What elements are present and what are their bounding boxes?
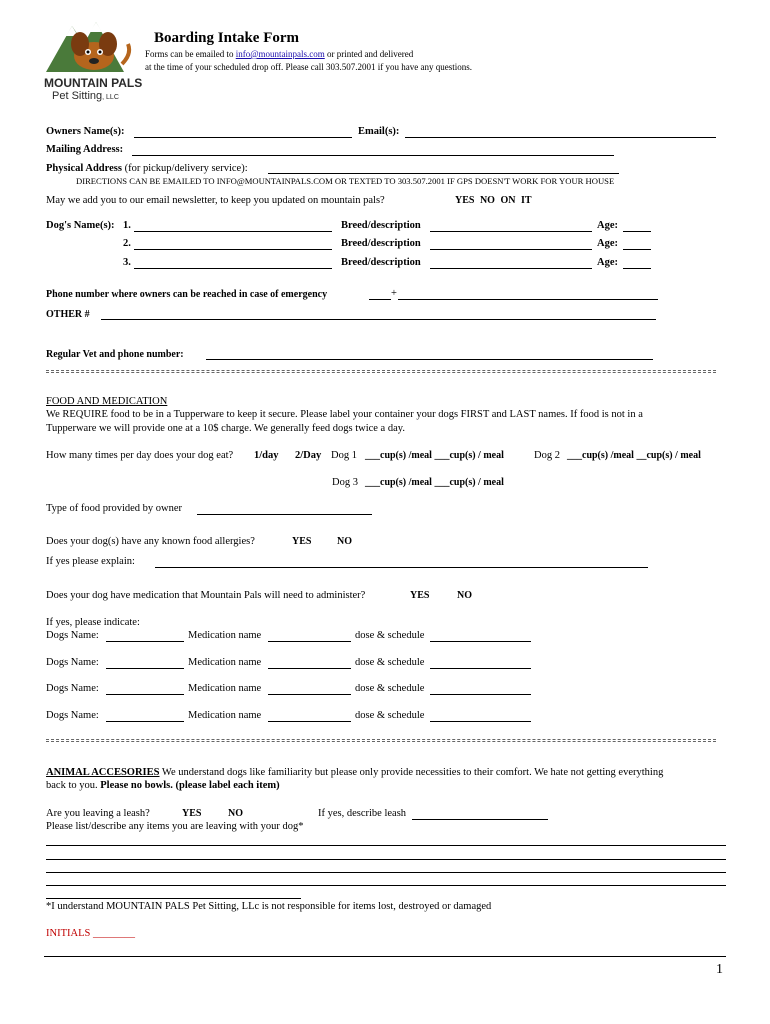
logo-line-2: Pet Sitting, LLC (52, 90, 119, 102)
leash-describe-field[interactable] (412, 819, 548, 820)
allergy-no[interactable]: NO (337, 536, 352, 547)
leash-question: Are you leaving a leash? (46, 808, 150, 819)
form-title: Boarding Intake Form (154, 30, 300, 46)
med-row-3-dog-label: Dogs Name: (46, 683, 99, 694)
food-type-field[interactable] (197, 514, 372, 515)
food-heading: FOOD AND MEDICATION (46, 396, 168, 407)
med-row-4-dose-label: dose & schedule (355, 710, 425, 721)
option-2-day[interactable]: 2/Day (295, 450, 322, 461)
accessories-paragraph-1: ANIMAL ACCESORIES We understand dogs like familiarity but please only provide necessities to their comfort. We hate not getting everything (46, 767, 664, 778)
dog-1-cups-field[interactable]: ___cup(s) /meal ___cup(s) / meal (365, 450, 504, 461)
med-row-2-dose-field[interactable] (430, 668, 531, 669)
mailing-address-label: Mailing Address: (46, 144, 124, 155)
medication-no[interactable]: NO (457, 590, 472, 601)
disclaimer-text: *I understand MOUNTAIN PALS Pet Sitting, LLc is not responsible for items lost, destroyed or damaged (46, 901, 492, 912)
emergency-phone-field-2[interactable] (398, 299, 658, 300)
vet-label: Regular Vet and phone number: (46, 349, 184, 360)
dog-3-cups-field[interactable]: ___cup(s) /meal ___cup(s) / meal (365, 477, 504, 488)
phone-plus: + (391, 288, 397, 299)
med-row-3-med-field[interactable] (268, 694, 351, 695)
med-row-2-med-field[interactable] (268, 668, 351, 669)
dog-1-age-label: Age: (597, 220, 618, 231)
dog-1-breed-field[interactable] (430, 231, 592, 232)
owners-name-label: Owners Name(s): (46, 126, 125, 137)
dog-mountain-logo-icon (44, 14, 139, 76)
dog-2-number: 2. (123, 238, 131, 249)
med-row-2-med-label: Medication name (188, 657, 262, 668)
dog-2-breed-label: Breed/description (341, 238, 421, 249)
other-phone-label: OTHER # (46, 309, 90, 320)
med-row-4-med-field[interactable] (268, 721, 351, 722)
dog-names-label: Dog's Name(s): (46, 220, 115, 231)
dog-2-age-field[interactable] (623, 249, 651, 250)
accessories-paragraph-2: back to you. Please no bowls. (please label each item) (46, 780, 280, 791)
emergency-phone-field-1[interactable] (369, 299, 391, 300)
med-row-2-dog-label: Dogs Name: (46, 657, 99, 668)
leash-no[interactable]: NO (228, 808, 243, 819)
med-row-2-dose-label: dose & schedule (355, 657, 425, 668)
vet-field[interactable] (206, 359, 653, 360)
items-line-1[interactable] (46, 845, 726, 846)
med-row-1-dose-label: dose & schedule (355, 630, 425, 641)
dog-1-age-field[interactable] (623, 231, 651, 232)
food-paragraph-1: We REQUIRE food to be in a Tupperware to keep it secure. Please label your container your dogs FIRST and LAST names. If food is not in a (46, 409, 643, 420)
accessories-heading: ANIMAL ACCESORIES (46, 767, 160, 778)
other-phone-field[interactable] (101, 319, 656, 320)
email-label: Email(s): (358, 126, 400, 137)
med-row-3-dose-label: dose & schedule (355, 683, 425, 694)
dog-3-breed-field[interactable] (430, 268, 592, 269)
allergy-explain-label: If yes please explain: (46, 556, 135, 567)
med-row-1-dose-field[interactable] (430, 641, 531, 642)
med-row-4-dog-field[interactable] (106, 721, 184, 722)
physical-address-field[interactable] (268, 173, 619, 174)
company-logo (44, 14, 143, 102)
dog-3-number: 3. (123, 257, 131, 268)
medication-indicate-label: If yes, please indicate: (46, 617, 140, 628)
newsletter-question: May we add you to our email newsletter, to keep you updated on mountain pals? (46, 195, 385, 206)
allergy-yes[interactable]: YES (292, 536, 312, 547)
logo-line-1: MOUNTAIN PALS (44, 76, 143, 90)
items-list-label: Please list/describe any items you are leaving with your dog* (46, 821, 304, 832)
med-row-3-dog-field[interactable] (106, 694, 184, 695)
physical-address-label: Physical Address (for pickup/delivery service): (46, 163, 248, 174)
medication-yes[interactable]: YES (410, 590, 430, 601)
intro-line-2: at the time of your scheduled drop off. Please call 303.507.2001 if you have any questions. (145, 62, 473, 72)
dog-3-label: Dog 3 (332, 477, 358, 488)
section-divider (46, 370, 716, 373)
page-number: 1 (716, 962, 723, 977)
med-row-4-dose-field[interactable] (430, 721, 531, 722)
option-1-day[interactable]: 1/day (254, 450, 279, 461)
items-line-3[interactable] (46, 872, 726, 873)
med-row-4-med-label: Medication name (188, 710, 262, 721)
dog-1-name-field[interactable] (134, 231, 332, 232)
dog-2-age-label: Age: (597, 238, 618, 249)
dog-2-breed-field[interactable] (430, 249, 592, 250)
items-line-4[interactable] (46, 885, 726, 886)
footer-rule (44, 956, 726, 957)
dog-2-cups-field[interactable]: ___cup(s) /meal __cup(s) / meal (567, 450, 701, 461)
dog-3-name-field[interactable] (134, 268, 332, 269)
mailing-address-field[interactable] (132, 155, 614, 156)
leash-describe-label: If yes, describe leash (318, 808, 407, 819)
email-field[interactable] (405, 137, 716, 138)
dog-1-breed-label: Breed/description (341, 220, 421, 231)
owners-name-field[interactable] (134, 137, 352, 138)
newsletter-options[interactable]: YES NO ON IT (455, 195, 532, 206)
food-type-label: Type of food provided by owner (46, 503, 183, 514)
dog-1-number: 1. (123, 220, 131, 231)
intro-line-1: Forms can be emailed to info@mountainpals.com or printed and delivered (145, 49, 414, 59)
email-link[interactable]: info@mountainpals.com (235, 49, 325, 59)
initials-field[interactable]: INITIALS ________ (46, 928, 135, 939)
dog-2-name-field[interactable] (134, 249, 332, 250)
med-row-1-med-label: Medication name (188, 630, 262, 641)
med-row-3-dose-field[interactable] (430, 694, 531, 695)
food-paragraph-2: Tupperware we will provide one at a 10$ charge. We generally feed dogs twice a day. (46, 423, 405, 434)
dog-3-breed-label: Breed/description (341, 257, 421, 268)
times-per-day-question: How many times per day does your dog eat? (46, 450, 234, 461)
med-row-1-med-field[interactable] (268, 641, 351, 642)
dog-3-age-field[interactable] (623, 268, 651, 269)
directions-note: DIRECTIONS CAN BE EMAILED TO INFO@MOUNTAINPALS.COM OR TEXTED TO 303.507.2001 IF GPS DOESN'T WORK FOR YOUR HOUSE (76, 176, 615, 186)
dog-3-age-label: Age: (597, 257, 618, 268)
section-divider (46, 739, 716, 742)
emergency-phone-label: Phone number where owners can be reached in case of emergency (46, 289, 328, 300)
items-line-5[interactable] (46, 898, 301, 899)
med-row-1-dog-label: Dogs Name: (46, 630, 99, 641)
dog-2-label: Dog 2 (534, 450, 560, 461)
leash-yes[interactable]: YES (182, 808, 202, 819)
med-row-2-dog-field[interactable] (106, 668, 184, 669)
items-line-2[interactable] (46, 859, 726, 860)
medication-question: Does your dog have medication that Mountain Pals will need to administer? (46, 590, 366, 601)
med-row-3-med-label: Medication name (188, 683, 262, 694)
med-row-1-dog-field[interactable] (106, 641, 184, 642)
dog-1-label: Dog 1 (331, 450, 357, 461)
allergy-explain-field[interactable] (155, 567, 648, 568)
allergy-question: Does your dog(s) have any known food allergies? (46, 536, 255, 547)
med-row-4-dog-label: Dogs Name: (46, 710, 99, 721)
